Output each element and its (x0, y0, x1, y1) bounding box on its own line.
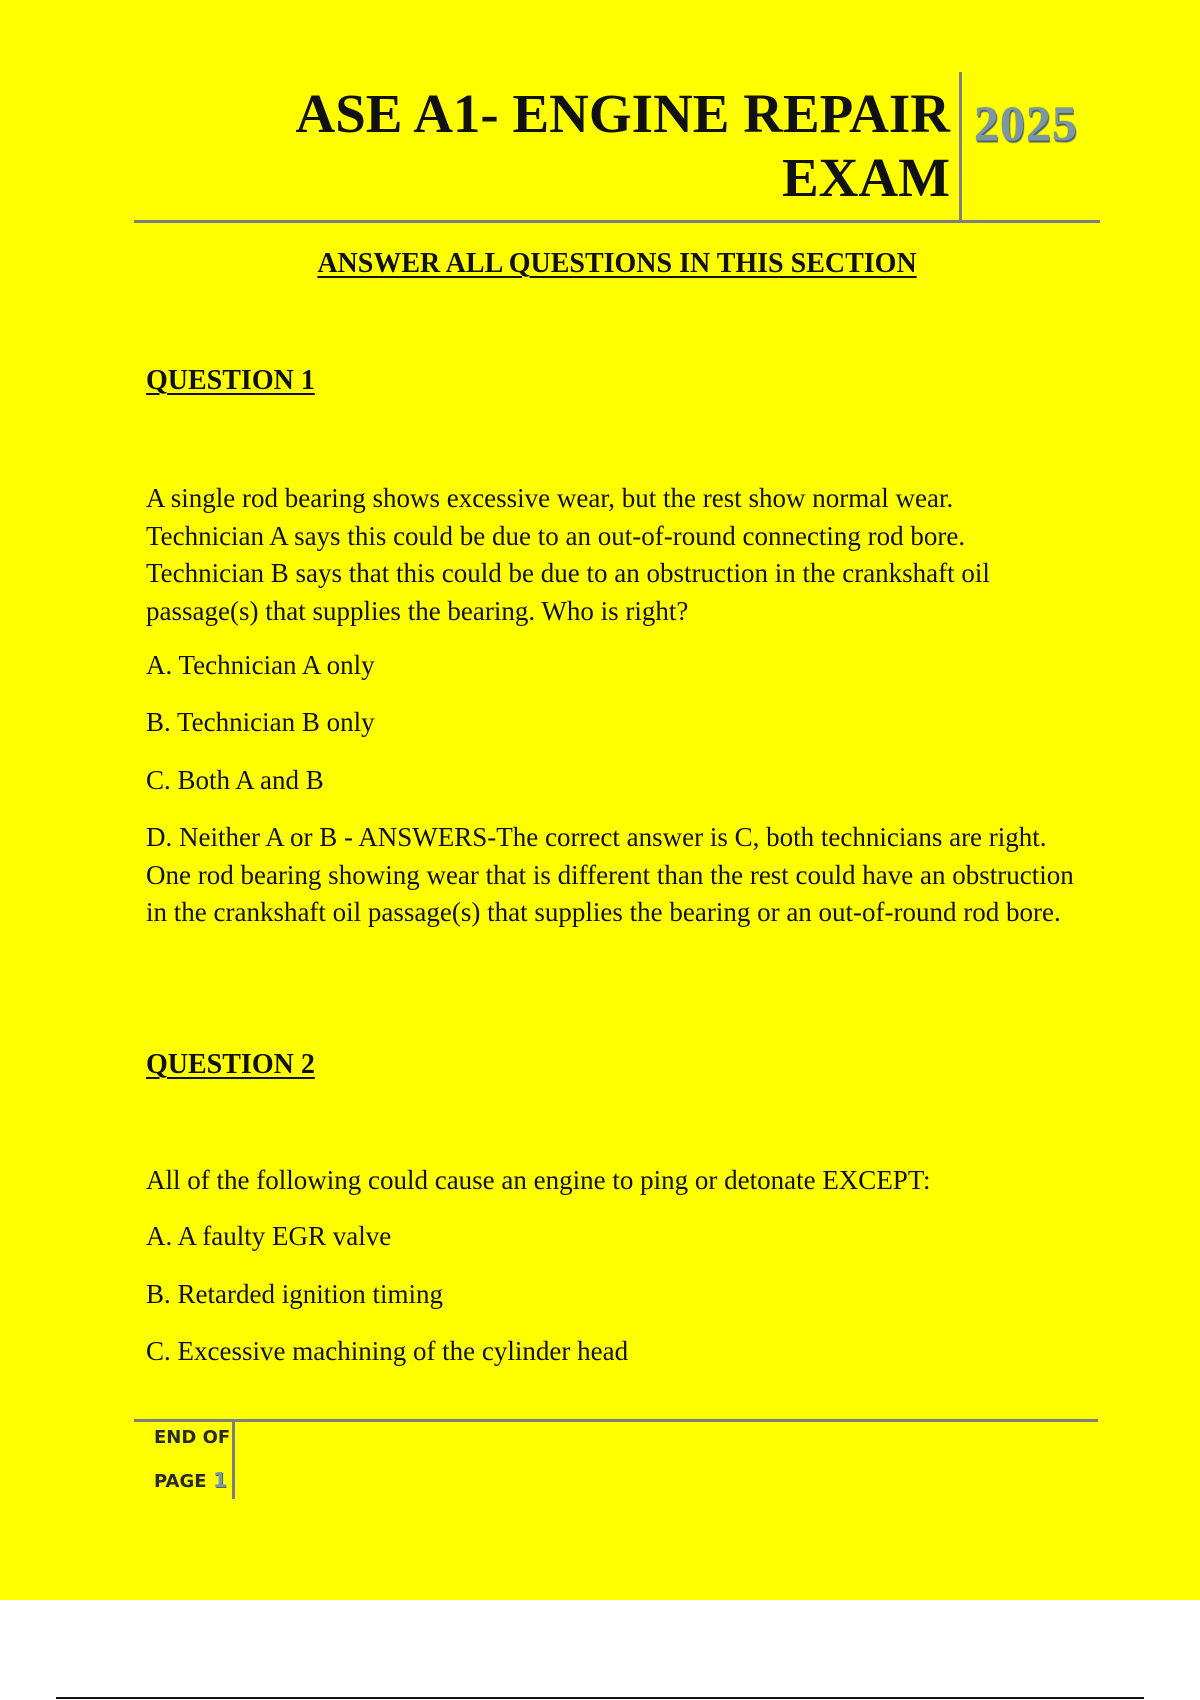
exam-year: 2025 (974, 95, 1078, 151)
question-1-heading: QUESTION 1 (146, 365, 315, 396)
header-vertical-divider (959, 72, 962, 220)
document-header (134, 72, 1100, 223)
exam-title (170, 82, 950, 210)
question-1-stem: A single rod bearing shows excessive wear, but the rest show normal wear. Technician A says this could be due to an out-of-round connecting rod bore. Technician B says that this could be due to an obstruction in the crankshaft oil passage(s) that supplies the bearing. Who is right? (146, 483, 990, 626)
footer-page-number: 1 (212, 1468, 227, 1492)
question-1-option-a: A. Technician A only (146, 650, 375, 680)
bottom-rule (56, 1697, 1144, 1699)
footer-page-word: PAGE (154, 1471, 207, 1492)
footer-page-label (154, 1468, 227, 1492)
question-2-option-b: B. Retarded ignition timing (146, 1279, 443, 1309)
footer-end-of: END OF (154, 1427, 231, 1448)
question-1-option-d-answer: D. Neither A or B - ANSWERS-The correct answer is C, both technicians are right. One rod bearing showing wear that is different than the rest could have an obstruction in the crankshaft oil passage(s) that supplies the bearing or an out-of-round rod bore. (146, 822, 1074, 927)
question-2-option-a: A. A faulty EGR valve (146, 1221, 392, 1251)
exam-title-line-2: EXAM (781, 147, 950, 208)
question-2-heading: QUESTION 2 (146, 1049, 315, 1080)
section-instruction: ANSWER ALL QUESTIONS IN THIS SECTION (317, 248, 917, 279)
question-1-option-b: B. Technician B only (146, 707, 375, 737)
exam-title-line-1: ASE A1- ENGINE REPAIR (295, 83, 950, 144)
footer-rule (134, 1419, 1098, 1422)
question-1-option-c: C. Both A and B (146, 765, 324, 795)
question-2-stem: All of the following could cause an engine to ping or detonate EXCEPT: (146, 1165, 931, 1195)
footer-vertical-divider (232, 1421, 235, 1499)
question-2-option-c: C. Excessive machining of the cylinder head (146, 1336, 629, 1366)
